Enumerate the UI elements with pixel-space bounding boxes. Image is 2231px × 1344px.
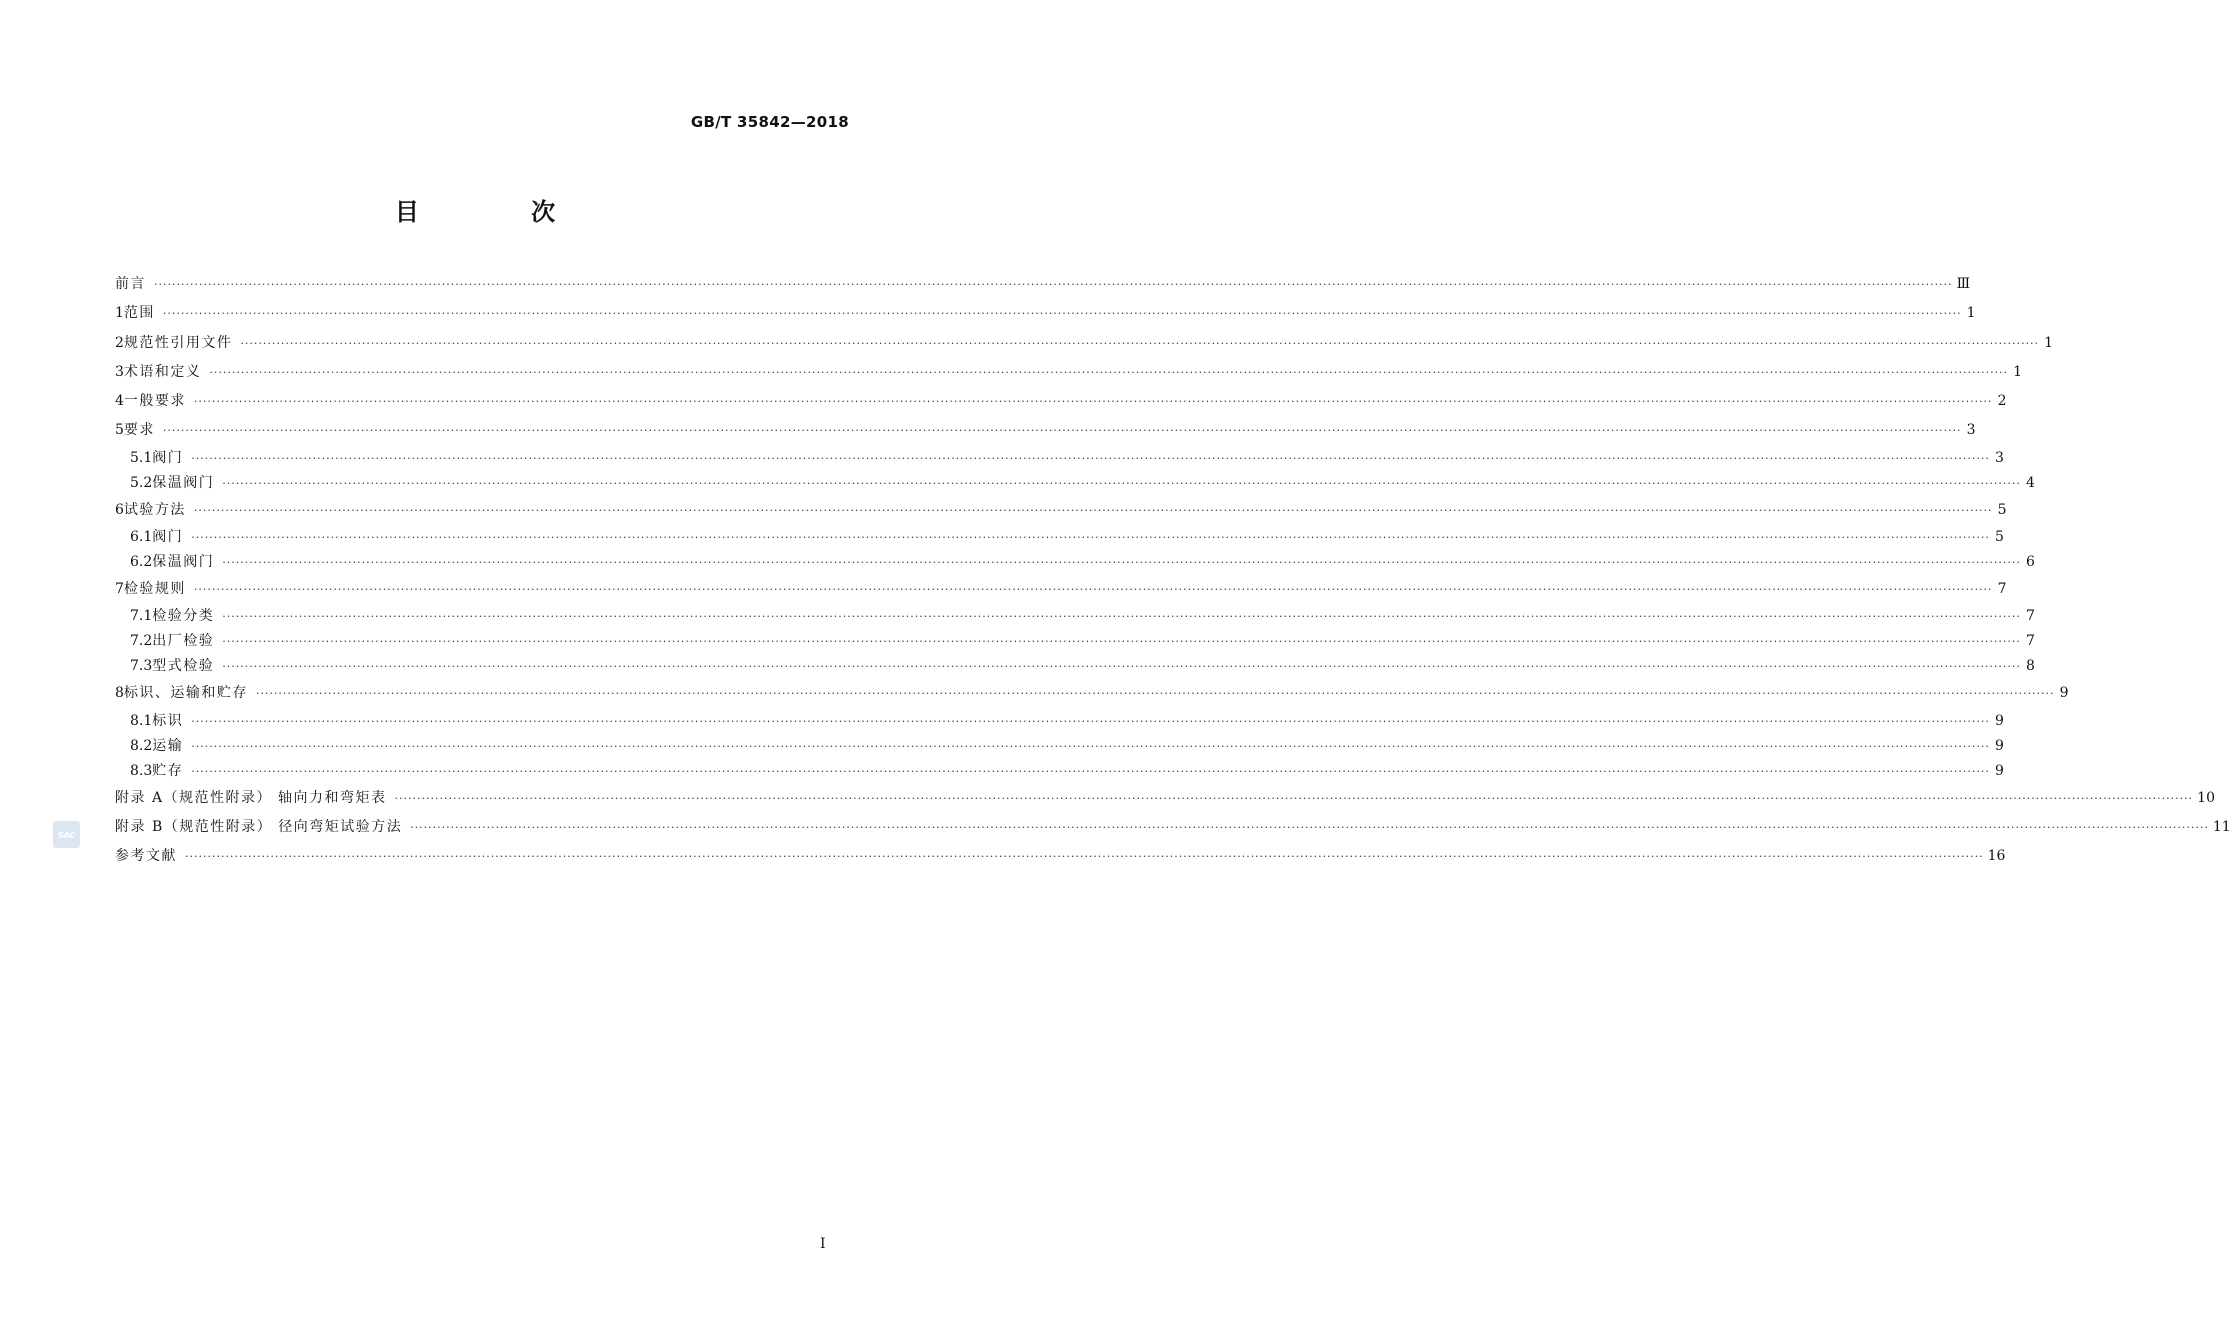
toc-entry-label: 运输: [152, 737, 184, 754]
toc-entry-number: 1: [115, 305, 124, 322]
toc-entry-label: 阀门: [152, 449, 184, 466]
standard-code: GB/T 35842—2018: [690, 113, 849, 131]
toc-entry-label: 术语和定义: [123, 363, 202, 380]
toc-entry[interactable]: [115, 299, 1976, 328]
toc-entry-number: 5.2: [130, 474, 153, 491]
toc-leader-dots: ················································································································································································································································································································································································································: [193, 503, 1993, 517]
toc-entry[interactable]: [115, 709, 2004, 734]
toc-entry-label: 检验分类: [152, 608, 215, 625]
toc-entry[interactable]: [115, 734, 2004, 759]
toc-entry-label: 检验规则: [123, 581, 186, 598]
toc-entry-label: 前言: [115, 276, 146, 292]
toc-entry-label: 试验方法: [123, 501, 186, 518]
toc-leader-dots: ················································································································································································································································································································································································································: [191, 451, 1990, 465]
toc-entry-number: 8.2: [130, 737, 153, 754]
toc-entry-number: 8.1: [130, 712, 153, 729]
toc-leader-dots: ················································································································································································································································································································································································································: [191, 531, 1990, 545]
toc-leader-dots: ················································································································································································································································································································································································································: [191, 714, 1990, 728]
toc-entry-page: 5: [1994, 529, 2004, 546]
toc-entry[interactable]: [115, 813, 2231, 842]
toc-entry-label: 一般要求: [123, 393, 186, 410]
toc-entry-label: 标识、运输和贮存: [123, 685, 248, 702]
toc-entry-label: 附录 A（规范性附录） 轴向力和弯矩表: [115, 789, 387, 806]
toc-entry[interactable]: [115, 604, 2035, 629]
toc-entry-label: 标识: [152, 712, 184, 729]
toc-entry-page: 10: [2197, 789, 2215, 806]
toc-entry-page: 9: [2059, 685, 2069, 702]
toc-entry-page: 11: [2212, 818, 2231, 835]
toc-leader-dots: ················································································································································································································································································································································································································: [193, 583, 1993, 597]
toc-entry-label: 型式检验: [152, 658, 215, 675]
toc-entry-page: 4: [2025, 474, 2035, 491]
toc-entry-number: 7.2: [130, 633, 153, 650]
toc-entry[interactable]: [115, 842, 2006, 871]
toc-entry[interactable]: [115, 629, 2035, 654]
toc-entry[interactable]: [115, 550, 2035, 575]
toc-leader-dots: ················································································································································································································································································································································································································: [410, 820, 2209, 834]
toc-entry[interactable]: [115, 525, 2004, 550]
sac-logo-icon: [53, 821, 80, 848]
toc-entry[interactable]: [115, 496, 2007, 525]
toc-title: 目 次: [394, 198, 608, 226]
toc-entry-label: 出厂检验: [152, 633, 215, 650]
toc-entry-page: 16: [1987, 848, 2006, 865]
toc-entry[interactable]: [115, 446, 2004, 471]
toc-entry-label: 范围: [123, 305, 155, 322]
toc-entry[interactable]: [115, 358, 2023, 387]
toc-entry-page: 3: [1994, 449, 2004, 466]
toc-entry[interactable]: [115, 270, 1971, 299]
toc-entry-number: 6.2: [130, 554, 153, 571]
toc-entry-page: 1: [1966, 305, 1976, 322]
toc-entry-page: 9: [1994, 737, 2004, 754]
toc-entry-label: 参考文献: [115, 848, 177, 865]
toc-entry-page: 1: [2013, 363, 2023, 380]
toc-entry-number: 5.1: [130, 449, 153, 466]
toc-entry-label: 规范性引用文件: [123, 334, 233, 351]
toc-leader-dots: ················································································································································································································································································································································································································: [222, 476, 2021, 490]
toc-leader-dots: ················································································································································································································································································································································································································: [193, 395, 1993, 409]
toc-entry-page: 3: [1966, 422, 1976, 439]
toc-entry-number: 3: [115, 363, 124, 380]
sac-logo-text: SAC: [57, 831, 76, 840]
table-of-contents: [115, 270, 2231, 872]
toc-leader-dots: ················································································································································································································································································································································································································: [154, 278, 1953, 291]
toc-entry-page: 7: [2025, 608, 2035, 625]
toc-entry-page: 8: [2025, 658, 2035, 675]
toc-entry-label: 保温阀门: [152, 474, 215, 491]
toc-leader-dots: ················································································································································································································································································································································································································: [162, 424, 1962, 438]
toc-leader-dots: ················································································································································································································································································································································································································: [162, 307, 1962, 321]
toc-entry-page: 6: [2025, 554, 2035, 571]
toc-leader-dots: ················································································································································································································································································································································································································: [240, 336, 2040, 350]
toc-entry-page: Ⅲ: [1956, 276, 1971, 292]
toc-entry[interactable]: [115, 387, 2007, 416]
toc-entry-number: 6: [115, 501, 124, 518]
toc-entry-number: 8.3: [130, 762, 153, 779]
toc-entry[interactable]: [115, 416, 1976, 445]
toc-entry-number: 2: [115, 334, 124, 351]
toc-entry-page: 1: [2044, 334, 2054, 351]
toc-leader-dots: ················································································································································································································································································································································································································: [222, 556, 2021, 570]
toc-entry-page: 2: [1997, 393, 2007, 410]
toc-entry[interactable]: [115, 329, 2054, 358]
toc-entry-page: 9: [1994, 712, 2004, 729]
toc-entry-number: 7: [115, 581, 124, 598]
toc-entry-label: 要求: [123, 422, 155, 439]
toc-leader-dots: ················································································································································································································································································································································································································: [191, 739, 1990, 753]
toc-entry-page: 5: [1997, 501, 2007, 518]
toc-entry[interactable]: [115, 784, 2215, 813]
toc-entry-label: 保温阀门: [152, 554, 215, 571]
toc-entry-number: 8: [115, 685, 124, 702]
toc-entry[interactable]: [115, 679, 2069, 708]
toc-entry-page: 9: [1994, 762, 2004, 779]
toc-leader-dots: ················································································································································································································································································································································································································: [191, 764, 1990, 778]
toc-entry-number: 7.1: [130, 608, 153, 625]
toc-entry[interactable]: [115, 654, 2035, 679]
toc-entry-number: 5: [115, 422, 124, 439]
toc-leader-dots: ················································································································································································································································································································································································································: [222, 610, 2021, 624]
toc-entry-label: 附录 B（规范性附录） 径向弯矩试验方法: [115, 818, 403, 835]
toc-entry-number: 6.1: [130, 529, 153, 546]
toc-leader-dots: ················································································································································································································································································································································································································: [222, 660, 2021, 674]
toc-leader-dots: ················································································································································································································································································································································································································: [255, 687, 2055, 701]
toc-entry[interactable]: [115, 575, 2007, 604]
page-number: I: [820, 1236, 826, 1252]
toc-leader-dots: ················································································································································································································································································································································································································: [209, 365, 2009, 379]
toc-entry-page: 7: [1997, 581, 2007, 598]
toc-entry-number: 4: [115, 393, 124, 410]
toc-entry[interactable]: [115, 759, 2004, 784]
toc-entry-number: 7.3: [130, 658, 153, 675]
toc-entry[interactable]: [115, 471, 2035, 496]
toc-entry-label: 阀门: [152, 529, 184, 546]
toc-entry-label: 贮存: [152, 762, 184, 779]
toc-entry-page: 7: [2025, 633, 2035, 650]
toc-leader-dots: ················································································································································································································································································································································································································: [185, 850, 1984, 864]
toc-leader-dots: ················································································································································································································································································································································································································: [394, 791, 2194, 805]
toc-leader-dots: ················································································································································································································································································································································································································: [222, 635, 2021, 649]
